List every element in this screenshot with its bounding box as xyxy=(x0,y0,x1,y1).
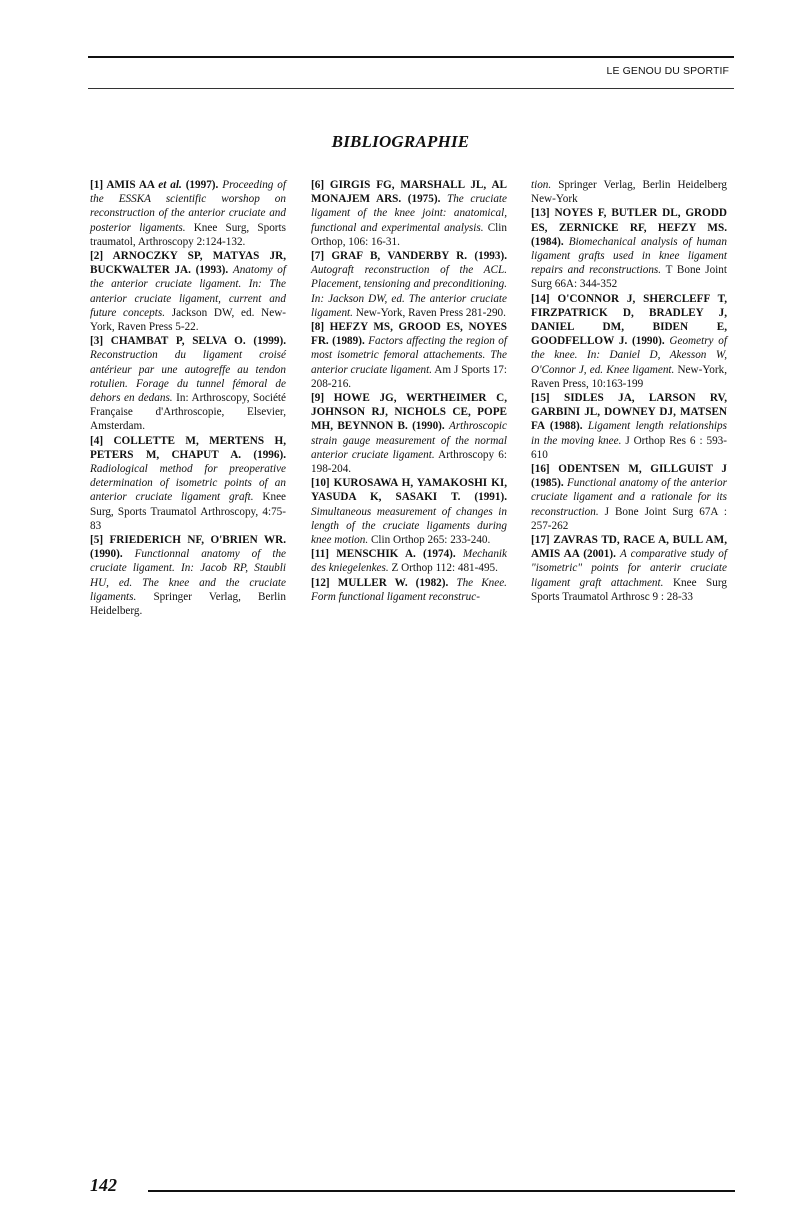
reference-authors: [7] GRAF B, VANDERBY R. (1993). xyxy=(311,250,507,263)
reference-source: J Bone Joint Surg 67A : 257-262 xyxy=(531,505,727,532)
reference-entry xyxy=(90,334,286,433)
reference-title: tion. xyxy=(531,179,552,191)
reference-authors: [5] FRIEDERICH NF, O'BRIEN WR. (1990). xyxy=(90,534,286,561)
reference-source: J Orthop Res 6 : 593-610 xyxy=(531,434,728,461)
reference-entry xyxy=(311,320,507,391)
reference-entry xyxy=(531,292,727,391)
reference-source: New-York, Raven Press, 10:163-199 xyxy=(531,363,727,390)
reference-title: Factors affecting the region of most isometric femoral attachements. The anterior cruciate ligament. xyxy=(311,335,507,376)
reference-column-3 xyxy=(531,178,727,604)
running-head: LE GENOU DU SPORTIF xyxy=(606,65,729,77)
reference-entry xyxy=(531,462,727,533)
reference-title: Ligament length relationships in the moving knee. xyxy=(531,420,727,447)
reference-entry xyxy=(90,249,286,334)
reference-column-1 xyxy=(90,178,286,618)
header-rule xyxy=(88,88,734,89)
reference-title: Arthroscopic strain gauge measurement of the normal anterior cruciate ligament. xyxy=(311,420,507,461)
reference-authors: [10] KUROSAWA H, YAMAKOSHI KI, YASUDA K, SASAKI T. (1991). xyxy=(311,477,507,504)
reference-authors: [13] NOYES F, BUTLER DL, GRODD ES, ZERNICKE RF, HEFZY MS. (1984). xyxy=(531,207,727,248)
reference-entry xyxy=(531,178,727,206)
reference-authors: [6] GIRGIS FG, MARSHALL JL, AL MONAJEM ARS. (1975). xyxy=(311,179,507,206)
reference-source: Z Orthop 112: 481-495. xyxy=(388,562,498,575)
reference-entry xyxy=(311,547,507,575)
reference-title: The Knee. Form functional ligament reconstruc- xyxy=(311,576,507,603)
reference-source: Am J Sports 17: 208-216. xyxy=(311,363,507,390)
reference-authors: [16] ODENTSEN M, GILLGUIST J (1985). xyxy=(531,463,727,490)
reference-source: Knee Surg Sports Traumatol Arthrosc 9 : 28-33 xyxy=(531,576,727,603)
reference-source: T Bone Joint Surg 66A: 344-352 xyxy=(531,264,727,291)
reference-title: The cruciate ligament of the knee joint: anatomical, functional and experimental analysis. xyxy=(311,193,508,234)
reference-title: Functional anatomy of the anterior cruciate ligament and a rationale for its reconstruction. xyxy=(531,477,727,518)
page-title: BIBLIOGRAPHIE xyxy=(331,132,470,151)
reference-source: Jackson DW, ed. New-York, Raven Press 5-22. xyxy=(90,306,286,334)
reference-source: Clin Orthop, 106: 16-31. xyxy=(311,221,507,248)
reference-authors: [11] MENSCHIK A. (1974). xyxy=(311,548,463,561)
footer-rule xyxy=(148,1190,735,1192)
reference-authors: [3] CHAMBAT P, SELVA O. (1999). xyxy=(90,335,286,348)
reference-title: Mechanik des kniegelenkes. xyxy=(311,548,507,575)
reference-source: Springer Verlag, Berlin Heidelberg. xyxy=(90,590,286,618)
reference-source: In: Arthroscopy, Société Française d'Arthroscopie, Elsevier, Amsterdam. xyxy=(90,392,286,433)
reference-entry xyxy=(311,249,507,320)
reference-entry xyxy=(311,178,507,249)
reference-authors: [8] HEFZY MS, GROOD ES, NOYES FR. (1989). xyxy=(311,321,507,348)
reference-source: Springer Verlag, Berlin Heidelberg New-York xyxy=(531,179,727,206)
reference-source: Knee Surg, Sports Traumatol Arthroscopy, 4:75-83 xyxy=(90,491,287,532)
reference-entry xyxy=(90,178,286,249)
reference-authors: [9] HOWE JG, WERTHEIMER C, JOHNSON RJ, NICHOLS CE, POPE MH, BEYNNON B. (1990). xyxy=(311,392,507,433)
reference-entry xyxy=(531,533,727,604)
reference-authors: [15] SIDLES JA, LARSON RV, GARBINI JL, DOWNEY DJ, MATSEN FA (1988). xyxy=(531,392,727,433)
reference-title: Biomechanical analysis of human ligament grafts used in knee ligament repairs and reconstructions. xyxy=(531,235,727,277)
reference-title: Simultaneous measurement of changes in length of the cruciate ligaments during knee motion. xyxy=(311,505,507,547)
reference-authors: [12] MULLER W. (1982). xyxy=(311,576,457,589)
reference-authors: [17] ZAVRAS TD, RACE A, BULL AM, AMIS AA (2001). xyxy=(531,534,727,561)
reference-entry xyxy=(531,206,727,291)
reference-year: (1997). xyxy=(181,179,223,191)
reference-authors: [2] ARNOCZKY SP, MATYAS JR, BUCKWALTER JA. (1993). xyxy=(90,250,286,277)
page-number: 142 xyxy=(90,1175,117,1195)
reference-entry xyxy=(311,576,507,604)
reference-column-2 xyxy=(311,178,507,604)
reference-entry xyxy=(311,391,507,476)
reference-title: A comparative study of "isometric" points for anterir cruciate ligament graft attachment. xyxy=(531,548,728,589)
reference-authors: [4] COLLETTE M, MERTENS H, PETERS M, CHAPUT A. (1996). xyxy=(90,434,286,461)
reference-entry xyxy=(90,533,286,618)
reference-authors-etal: et al. xyxy=(158,179,182,191)
reference-title: Autograft reconstruction of the ACL. Placement, tensioning and preconditioning. In: Jackson DW, ed. The anterior cruciate ligament. xyxy=(311,264,507,319)
reference-authors: [14] O'CONNOR J, SHERCLEFF T, FIRZPATRICK D, BRADLEY J, DANIEL DM, BIDEN E, GOODFELLOW J. (1990). xyxy=(531,292,727,348)
reference-source: Clin Orthop 265: 233-240. xyxy=(368,534,491,547)
reference-entry xyxy=(90,434,286,533)
reference-title: Proceeding of the ESSKA scientific worshop on reconstruction of the anterior cruciate and posterior ligaments. xyxy=(90,179,286,234)
reference-entry xyxy=(531,391,727,462)
reference-title: Functionnal anatomy of the cruciate ligament. In: Jacob RP, Staubli HU, ed. The knee and the cruciate ligaments. xyxy=(90,548,286,603)
reference-source: Knee Surg, Sports traumatol, Arthroscopy 2:124-132. xyxy=(90,221,286,248)
reference-title: Geometry of the knee. In: Daniel D, Akesson W, O'Connor J, ed. Knee ligament. xyxy=(531,335,727,376)
reference-authors: [1] AMIS AA xyxy=(90,179,159,191)
reference-title: Reconstruction du ligament croisé antérieur par une autogreffe au tendon rotulien. Forage du tunnel fémoral de dehors en dedans. xyxy=(90,349,286,405)
reference-entry xyxy=(311,476,507,547)
top-rule xyxy=(88,56,734,58)
reference-title: Anatomy of the anterior cruciate ligament. In: The anterior cruciate ligament, current and future concepts. xyxy=(90,264,286,319)
reference-source: Arthroscopy 6: 198-204. xyxy=(311,448,507,476)
reference-title: Radiological method for preoperative determination of isometric points of an anterior cruciate ligament graft. xyxy=(90,463,286,504)
reference-source: New-York, Raven Press 281-290. xyxy=(352,306,506,319)
